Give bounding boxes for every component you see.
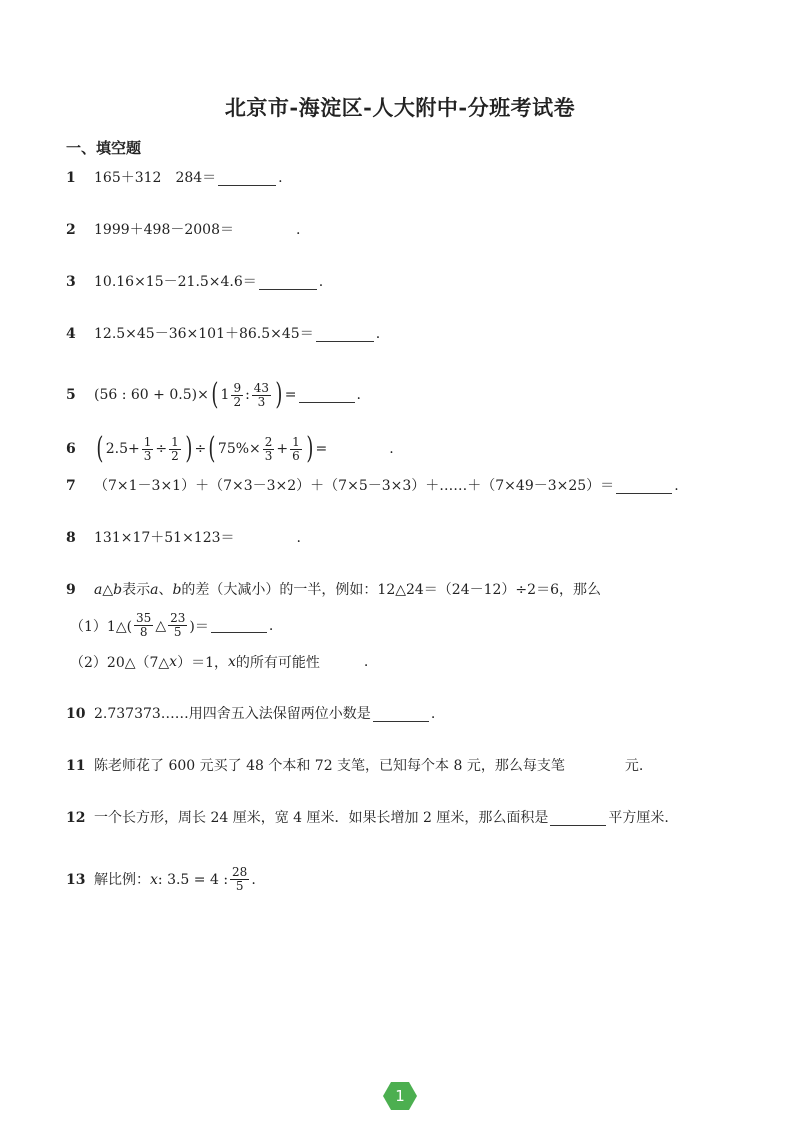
answer-blank <box>550 811 606 826</box>
numerator: 2 <box>264 434 273 449</box>
expression-part: （2）20△（7△ <box>70 655 170 671</box>
fraction <box>168 612 187 639</box>
fraction <box>231 382 243 409</box>
numerator: 35 <box>136 611 152 625</box>
equals-sign: = <box>284 387 297 403</box>
answer-blank <box>236 223 294 238</box>
question-text: 表示 <box>122 582 151 598</box>
fraction <box>134 612 153 639</box>
variable-x: x <box>169 654 178 670</box>
question-text: 10.16×15－21.5×4.6＝ <box>94 274 257 290</box>
question-number: 7 <box>66 478 76 494</box>
numerator: 23 <box>170 611 186 625</box>
denominator: 2 <box>233 394 242 409</box>
expression-part: ）＝1， <box>177 655 228 671</box>
question-end: . <box>295 222 301 238</box>
question-end: . <box>430 706 436 722</box>
question-2 <box>66 220 300 240</box>
expression-part: 2.5+ <box>105 441 140 457</box>
question-9-part-1 <box>70 612 273 639</box>
variable-x: x <box>150 871 158 888</box>
answer-blank <box>567 759 623 774</box>
numerator: 9 <box>233 380 242 395</box>
question-5 <box>66 377 361 412</box>
question-number: 13 <box>66 871 86 888</box>
question-text: 、 <box>158 582 173 598</box>
question-end: . <box>356 387 361 403</box>
right-paren: ) <box>306 431 314 466</box>
question-7 <box>66 476 679 496</box>
expression-part: （1）1△( <box>70 618 133 635</box>
question-number: 1 <box>66 170 76 186</box>
question-number: 11 <box>66 758 86 774</box>
operator-definition: a△b <box>94 582 123 598</box>
fraction <box>263 436 275 463</box>
question-end: . <box>268 617 274 634</box>
answer-blank <box>329 442 387 457</box>
question-6 <box>66 431 394 466</box>
question-end: . <box>674 478 679 494</box>
denominator: 5 <box>235 879 244 893</box>
question-11 <box>66 756 643 776</box>
equals-sign: = <box>315 441 328 457</box>
left-paren: ( <box>211 377 219 412</box>
expression-part: (56 : 60 + 0.5)× <box>94 387 209 403</box>
denominator: 3 <box>257 394 266 409</box>
question-number: 9 <box>66 582 76 598</box>
expression-part: : <box>245 387 250 403</box>
question-text: 165＋312 284＝ <box>94 170 217 186</box>
question-end: 元. <box>624 758 644 774</box>
question-3 <box>66 272 323 292</box>
question-13 <box>66 866 256 893</box>
right-paren: ) <box>275 377 283 412</box>
variable-b: b <box>172 582 182 598</box>
left-paren: ( <box>208 431 216 466</box>
numerator: 28 <box>232 865 248 879</box>
question-text: 一个长方形，周长 24 厘米，宽 4 厘米．如果长增加 2 厘米，那么面积是 <box>94 810 549 826</box>
variable-a: a <box>150 582 159 598</box>
page-title: 北京市-海淀区-人大附中-分班考试卷 <box>224 95 576 120</box>
fraction <box>169 436 181 463</box>
expression-part: )＝ <box>189 618 209 635</box>
question-text: 解比例： <box>94 871 150 888</box>
question-number: 2 <box>66 222 76 238</box>
question-text: 1999＋498－2008＝ <box>94 222 234 238</box>
question-end: . <box>375 326 381 342</box>
answer-blank <box>211 618 267 633</box>
answer-blank <box>237 531 295 546</box>
question-number: 5 <box>66 387 76 403</box>
question-number: 3 <box>66 274 76 290</box>
answer-blank <box>316 327 374 342</box>
question-end: . <box>318 274 324 290</box>
numerator: 1 <box>292 434 300 449</box>
question-number: 10 <box>66 706 86 722</box>
denominator: 3 <box>143 448 152 463</box>
question-text: （7×1－3×1）＋（7×3－3×2）＋（7×5－3×3）＋……＋（7×49－3×25）＝ <box>94 478 615 494</box>
denominator: 6 <box>292 448 300 463</box>
question-text: 2.737373……用四舍五入法保留两位小数是 <box>94 706 371 722</box>
question-end: . <box>389 441 394 457</box>
answer-blank <box>616 479 672 494</box>
question-end: . <box>296 530 301 546</box>
denominator: 3 <box>264 448 273 463</box>
expression-part: ÷ <box>155 441 168 457</box>
right-paren: ) <box>185 431 193 466</box>
fraction <box>252 382 271 409</box>
question-text: 131×17＋51×123＝ <box>94 530 235 546</box>
denominator: 2 <box>171 448 179 463</box>
question-text: 陈老师花了 600 元买了 48 个本和 72 支笔，已知每个本 8 元，那么每支笔 <box>94 758 565 774</box>
question-end: 平方厘米. <box>608 810 669 826</box>
expression-part: : 3.5 = 4 : <box>157 871 229 888</box>
question-8 <box>66 528 301 548</box>
question-12 <box>66 808 669 828</box>
denominator: 8 <box>139 625 148 639</box>
variable-x: x <box>228 654 236 670</box>
question-1 <box>66 168 283 188</box>
section-heading: 一、填空题 <box>66 139 142 157</box>
denominator: 5 <box>173 625 182 639</box>
answer-blank <box>322 655 362 670</box>
expression-part: ÷ <box>194 441 207 457</box>
question-9-part-2 <box>70 652 368 672</box>
numerator: 1 <box>171 434 179 449</box>
question-text: 12.5×45－36×101＋86.5×45＝ <box>94 326 314 342</box>
expression-part: 75%× <box>217 441 261 457</box>
page-number: 1 <box>395 1087 405 1105</box>
question-number: 6 <box>66 441 76 457</box>
answer-blank <box>299 388 355 403</box>
numerator: 43 <box>253 380 270 395</box>
page-number-badge <box>383 1082 417 1110</box>
question-4 <box>66 324 380 344</box>
question-10 <box>66 704 435 724</box>
question-number: 4 <box>66 326 76 342</box>
fraction <box>290 436 302 463</box>
expression-part: 1 <box>220 387 230 403</box>
numerator: 1 <box>143 434 152 449</box>
question-end: . <box>251 871 256 888</box>
question-number: 12 <box>66 810 86 826</box>
answer-blank <box>259 275 317 290</box>
question-9 <box>66 580 601 600</box>
question-end: . <box>363 654 369 670</box>
question-number: 8 <box>66 530 76 546</box>
expression-part: 的所有可能性 <box>235 655 320 671</box>
answer-blank <box>218 171 276 186</box>
fraction <box>230 866 249 893</box>
expression-part: + <box>276 441 289 457</box>
question-text: 的差（大减小）的一半，例如：12△24＝（24－12）÷2＝6，那么 <box>181 582 601 598</box>
question-end: . <box>278 170 283 186</box>
expression-part: △ <box>155 617 167 634</box>
answer-blank <box>373 707 429 722</box>
fraction <box>142 436 154 463</box>
left-paren: ( <box>96 431 104 466</box>
